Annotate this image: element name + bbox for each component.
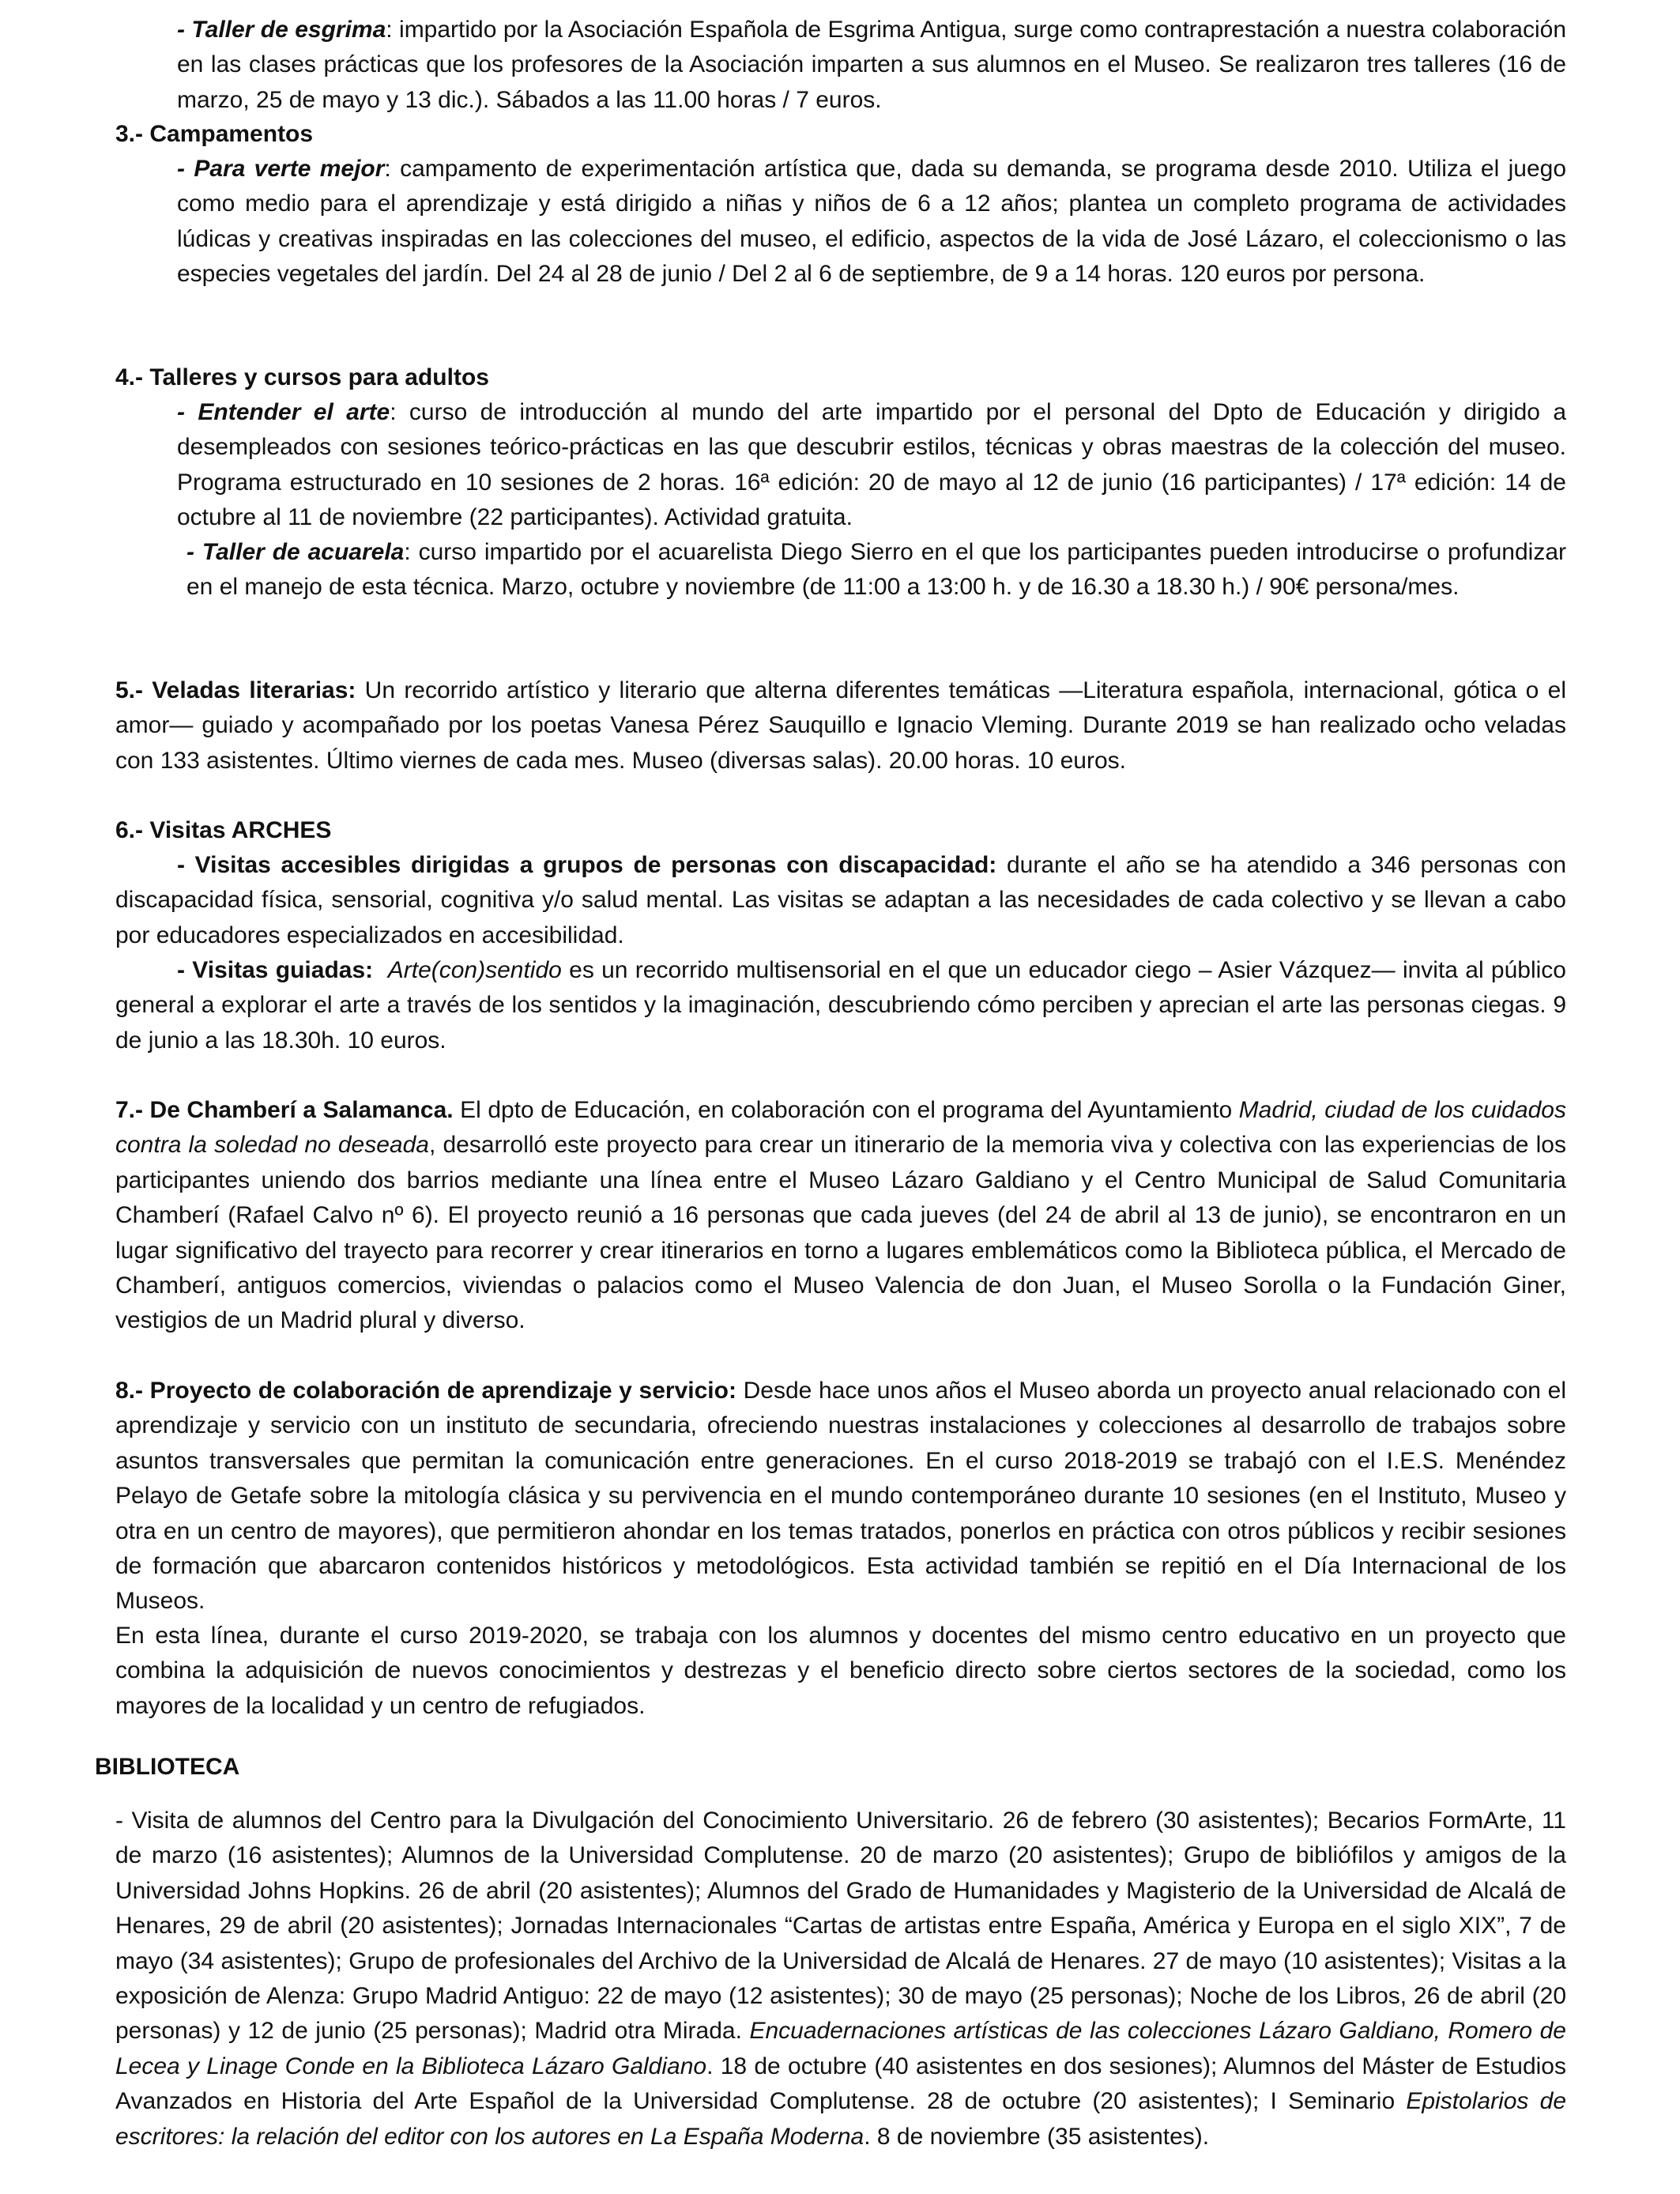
arches-accesibles-title: - Visitas accesibles dirigidas a grupos de personas con discapacidad:: [177, 852, 997, 878]
aprendizaje-text: Desde hace unos años el Museo aborda un proyecto anual relacionado con el aprendizaje y servicio con un instituto de secundaria, ofreciendo nuestras instalaciones y colecciones al desarrollo de trabajos sobre asuntos transversales que permitan la comunicación entre generaciones. En el curso 2018-2019 se trabajó con el I.E.S. Menéndez Pelayo de Getafe sobre la mitología clásica y su pervivencia en el mundo contemporáneo durante 10 sesiones (en el Instituto, Museo y otra en un centro de mayores), que permitieron ahondar en los temas tratados, ponerlos en práctica con otros públicos y recibir sesiones de formación que abarcaron contenidos históricos y metodológicos. Esta actividad también se repitió en el Día Internacional de los Museos.: [115, 1378, 1566, 1615]
aprendizaje-heading: 8.- Proyecto de colaboración de aprendizaje y servicio:: [115, 1378, 736, 1404]
veladas-paragraph: [115, 673, 1566, 778]
esgrima-dash: -: [177, 17, 192, 43]
aprendizaje-paragraph-2: En esta línea, durante el curso 2019-2020, se trabaja con los alumnos y docentes del mismo centro educativo en un proyecto que combina la adquisición de nuevos conocimientos y destrezas y el beneficio directo sobre ciertos sectores de la sociedad, como los mayores de la localidad y un centro de refugiados.: [115, 1623, 1566, 1719]
entender-arte-dash: -: [177, 399, 198, 425]
arches-accesibles-text: durante el año se ha atendido a 346 personas con discapacidad física, sensorial, cognitiva y/o salud mental. Las visitas se adaptan a las necesidades de cada colectivo y se llevan a cabo por educadores especializados en accesibilidad.: [115, 852, 1566, 948]
campamentos-dash: -: [177, 156, 194, 182]
esgrima-paragraph: [177, 13, 1566, 118]
chamberi-text1: El dpto de Educación, en colaboración con el programa del Ayuntamiento: [453, 1097, 1239, 1123]
entender-arte-text: : curso de introducción al mundo del arte impartido por el personal del Dpto de Educación y dirigido a desempleados con sesiones teórico-prácticas en las que descubrir estilos, técnicas y obras maestras de la colección del museo. Programa estructurado en 10 sesiones de 2 horas. 16ª edición: 20 de mayo al 12 de junio (16 participantes) / 17ª edición: 14 de octubre al 11 de noviembre (22 participantes). Actividad gratuita.: [177, 399, 1566, 531]
chamberi-heading: 7.- De Chamberí a Salamanca.: [115, 1097, 454, 1123]
arches-accesibles-paragraph: [115, 848, 1566, 953]
biblioteca-text1: - Visita de alumnos del Centro para la Divulgación del Conocimiento Universitario. 26 de febrero (30 asistentes); Becarios FormArte, 11 de marzo (16 asistentes); Alumnos de la Universidad Complutense. 20 de marzo (20 asistentes); Grupo de bibliófilos y amigos de la Universidad Johns Hopkins. 26 de abril (20 asistentes); Alumnos del Grado de Humanidades y Magisterio de la Universidad de Alcalá de Henares, 29 de abril (20 asistentes); Jornadas Internacionales “Cartas de artistas entre España, América y Europa en el siglo XIX”, 7 de mayo (34 asistentes); Grupo de profesionales del Archivo de la Universidad de Alcalá de Henares. 27 de mayo (10 asistentes); Visitas a la exposición de Alenza: Grupo Madrid Antiguo: 22 de mayo (12 asistentes); 30 de mayo (25 personas); Noche de los Libros, 26 de abril (20 personas) y 12 de junio (25 personas); Madrid otra Mirada.: [115, 1808, 1566, 2045]
campamentos-paragraph: [177, 152, 1566, 292]
acuarela-dash: -: [186, 539, 202, 565]
chamberi-paragraph: [115, 1093, 1566, 1339]
campamentos-text: : campamento de experimentación artística que, dada su demanda, se programa desde 2010. Utiliza el juego como medio para el aprendizaje y está dirigido a niñas y niños de 6 a 12 años; plantea un completo programa de actividades lúdicas y creativas inspiradas en las colecciones del museo, el edificio, aspectos de la vida de José Lázaro, el coleccionismo o las especies vegetales del jardín. Del 24 al 28 de junio / Del 2 al 6 de septiembre, de 9 a 14 horas. 120 euros por persona.: [177, 156, 1567, 288]
biblioteca-paragraph: [115, 1804, 1566, 2154]
arches-guiadas-paragraph: [115, 953, 1566, 1058]
arches-heading: 6.- Visitas ARCHES: [115, 817, 332, 843]
arches-guiadas-text: es un recorrido multisensorial en el que un educador ciego – Asier Vázquez— invita al público general a explorar el arte a través de los sentidos y la imaginación, descubriendo cómo perciben y aprecian el arte las personas ciegas. 9 de junio a las 18.30h. 10 euros.: [115, 957, 1566, 1054]
campamentos-heading: 3.- Campamentos: [115, 121, 314, 147]
biblioteca-italic2: Epistolarios de escritores: la relación del editor con los autores en La España Moderna: [115, 2088, 1566, 2150]
veladas-heading: 5.- Veladas literarias:: [115, 677, 356, 703]
talleres-heading: 4.- Talleres y cursos para adultos: [115, 364, 489, 390]
arches-guiadas-space: [373, 957, 388, 983]
aprendizaje-paragraph: [115, 1374, 1566, 1619]
arches-guiadas-title: - Visitas guiadas:: [177, 957, 374, 983]
biblioteca-heading: BIBLIOTECA: [95, 1754, 240, 1780]
campamentos-title: Para verte mejor: [194, 156, 385, 182]
acuarela-paragraph: [186, 535, 1566, 605]
biblioteca-italic1: Encuadernaciones artísticas de las colecciones Lázaro Galdiano, Romero de Lecea y Linage Conde en la Biblioteca Lázaro Galdiano: [115, 2018, 1566, 2079]
entender-arte-paragraph: [177, 395, 1566, 536]
veladas-text: Un recorrido artístico y literario que alterna diferentes temáticas —Literatura española, internacional, gótica o el amor— guiado y acompañado por los poetas Vanesa Pérez Sauquillo e Ignacio Vleming. Durante 2019 se han realizado ocho veladas con 133 asistentes. Último viernes de cada mes. Museo (diversas salas). 20.00 horas. 10 euros.: [115, 677, 1566, 774]
chamberi-italic: Madrid, ciudad de los cuidados contra la soledad no deseada: [115, 1097, 1566, 1159]
acuarela-text: : curso impartido por el acuarelista Diego Sierro en el que los participantes pueden introducirse o profundizar en el manejo de esta técnica. Marzo, octubre y noviembre (de 11:00 a 13:00 h. y de 16.30 a 18.30 h.) / 90€ persona/mes.: [186, 539, 1566, 601]
chamberi-text2: , desarrolló este proyecto para crear un itinerario de la memoria viva y colectiva con las experiencias de los participantes uniendo dos barrios mediante una línea entre el Museo Lázaro Galdiano y el Centro Municipal de Salud Comunitaria Chamberí (Rafael Calvo nº 6). El proyecto reunió a 16 personas que cada jueves (del 24 de abril al 13 de junio), se encontraron en un lugar significativo del trayecto para recorrer y crear itinerarios en torno a lugares emblemáticos como la Biblioteca pública, el Mercado de Chamberí, antiguos comercios, viviendas o palacios como el Museo Valencia de don Juan, el Museo Sorolla o la Fundación Giner, vestigios de un Madrid plural y diverso.: [115, 1132, 1566, 1334]
arches-guiadas-italic: Arte(con)sentido: [387, 957, 562, 983]
entender-arte-title: Entender el arte: [198, 399, 390, 425]
biblioteca-text2: . 18 de octubre (40 asistentes en dos sesiones); Alumnos del Máster de Estudios Avanzados en Historia del Arte Español de la Universidad Complutense. 28 de octubre (20 asistentes); I Seminario: [115, 2053, 1566, 2115]
acuarela-title: Taller de acuarela: [202, 539, 405, 565]
esgrima-title: Taller de esgrima: [191, 17, 386, 43]
esgrima-text: : impartido por la Asociación Española de Esgrima Antigua, surge como contraprestación a nuestra colaboración en las clases prácticas que los profesores de la Asociación imparten a sus alumnos en el Museo. Se realizaron tres talleres (16 de marzo, 25 de mayo y 13 dic.). Sábados a las 11.00 horas / 7 euros.: [177, 17, 1567, 113]
biblioteca-text3: . 8 de noviembre (35 asistentes).: [864, 2123, 1210, 2150]
